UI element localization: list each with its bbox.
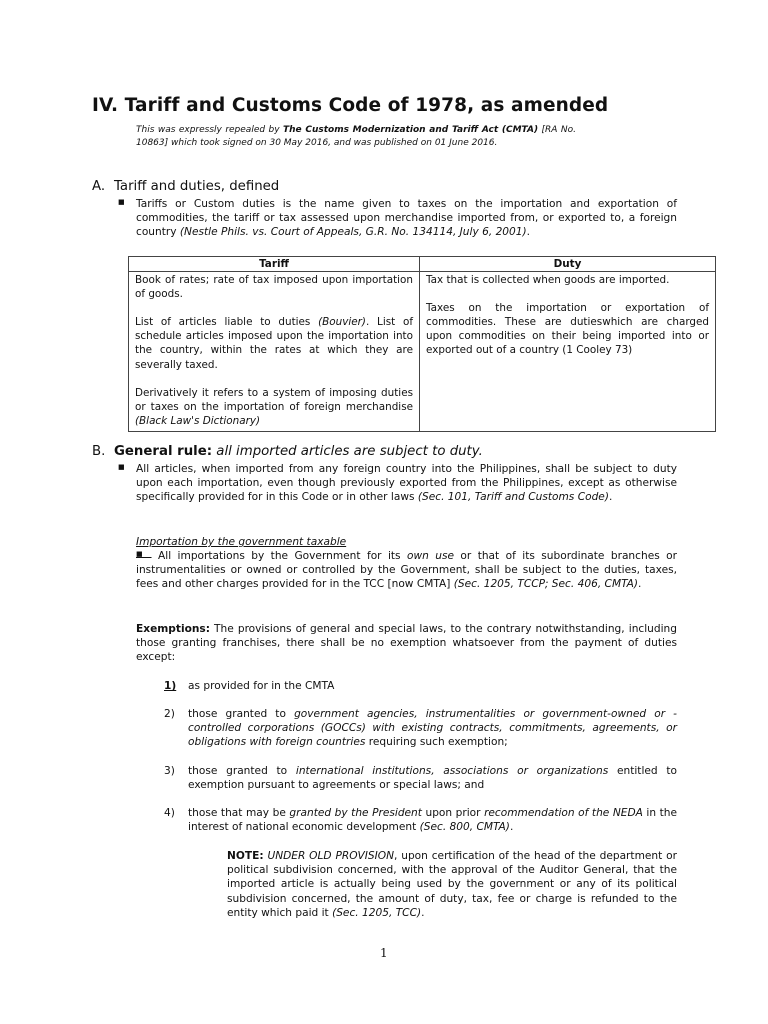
- bullet-icon: ■: [118, 198, 125, 206]
- old-provision-note: NOTE: UNDER OLD PROVISION, upon certification of the head of the department or political subdivision concerned, with the approval of the Auditor General, that the imported article is actually being used by the government or any of its political subdivision concerned, the amount of duty, tax, fee or charge is refunded to the entity which paid it (Sec. 1205, TCC).: [227, 850, 677, 919]
- government-importation-subheading: Importation by the government taxable: [136, 536, 347, 548]
- document-title: IV. Tariff and Customs Code of 1978, as amended: [92, 95, 609, 116]
- section-b-letter: B.: [92, 444, 106, 459]
- duty-cell: [420, 272, 716, 432]
- list-item-1: as provided for in the CMTA: [188, 680, 335, 692]
- tariff-duty-table: [128, 256, 716, 432]
- list-item-3: those granted to international institutions, associations or organizations entitled to exemption pursuant to agreements or special laws; and: [188, 765, 677, 792]
- table-header-tariff: Tariff: [129, 257, 420, 272]
- tariff-definition-paragraph: Tariffs or Custom duties is the name given to taxes on the importation and exportation of commodities, the tariff or tax assessed upon merchandise imported from, or exported to, a foreign country (Nestle Phils. vs. Court of Appeals, G.R. No. 134114, July 6, 2001).: [136, 198, 677, 239]
- bullet-icon: ■: [136, 550, 152, 558]
- tariff-def-3: Derivatively it refers to a system of imposing duties or taxes on the importation of foreign merchandise (Black Law's Dictionary): [135, 386, 413, 427]
- section-a-letter: A.: [92, 179, 106, 194]
- table-header-duty: Duty: [420, 257, 716, 272]
- government-importation-paragraph: All importations by the Government for its own use or that of its subordinate branches or instrumentalities or owned or controlled by the Government, shall be subject to the duties, taxes, fees and other charges provided for in the TCC [now CMTA] (Sec. 1205, TCCP; Sec. 406, CMTA).: [136, 550, 677, 591]
- page-number: 1: [380, 946, 388, 960]
- exemptions-paragraph: Exemptions: The provisions of general and special laws, to the contrary notwithstanding, including those granting franchises, there shall be no exemption whatsoever from the payment of duties except:: [136, 623, 677, 664]
- list-number-3: 3): [164, 765, 175, 777]
- list-number-4: 4): [164, 807, 175, 819]
- duty-def-1: Tax that is collected when goods are imported.: [426, 274, 670, 287]
- general-rule-paragraph: All articles, when imported from any foreign country into the Philippines, shall be subject to duty upon each importation, even though previously exported from the Philippines, except as otherwise specifically provided for in this Code or in other laws (Sec. 101, Tariff and Customs Code).: [136, 463, 677, 504]
- section-a-heading: Tariff and duties, defined: [114, 179, 280, 194]
- list-item-2: those granted to government agencies, instrumentalities or government-owned or -controlled corporations (GOCCs) with existing contracts, commitments, agreements, or obligations with foreign countries requiring such exemption;: [188, 708, 677, 749]
- tariff-def-2: List of articles liable to duties (Bouvier). List of schedule articles imposed upon the importation into the country, within the rates at which they are severally taxed.: [135, 316, 413, 371]
- list-number-2: 2): [164, 708, 175, 720]
- list-item-4: those that may be granted by the President upon prior recommendation of the NEDA in the interest of national economic development (Sec. 800, CMTA).: [188, 807, 678, 834]
- section-b-heading: General rule: all imported articles are subject to duty.: [114, 444, 483, 459]
- repeal-note: This was expressly repealed by The Customs Modernization and Tariff Act (CMTA) [RA No. 10863] which took signed on 30 May 2016, and was published on 01 June 2016.: [136, 125, 576, 148]
- tariff-def-1: Book of rates; rate of tax imposed upon importation of goods.: [135, 274, 413, 301]
- bullet-icon: ■: [118, 463, 125, 471]
- tariff-cell: [129, 272, 420, 432]
- list-number-1: 1): [164, 680, 177, 692]
- duty-def-2: Taxes on the importation or exportation of commodities. These are dutieswhich are charged upon commodities on their being imported into or exported out of a country (1 Cooley 73): [426, 302, 709, 357]
